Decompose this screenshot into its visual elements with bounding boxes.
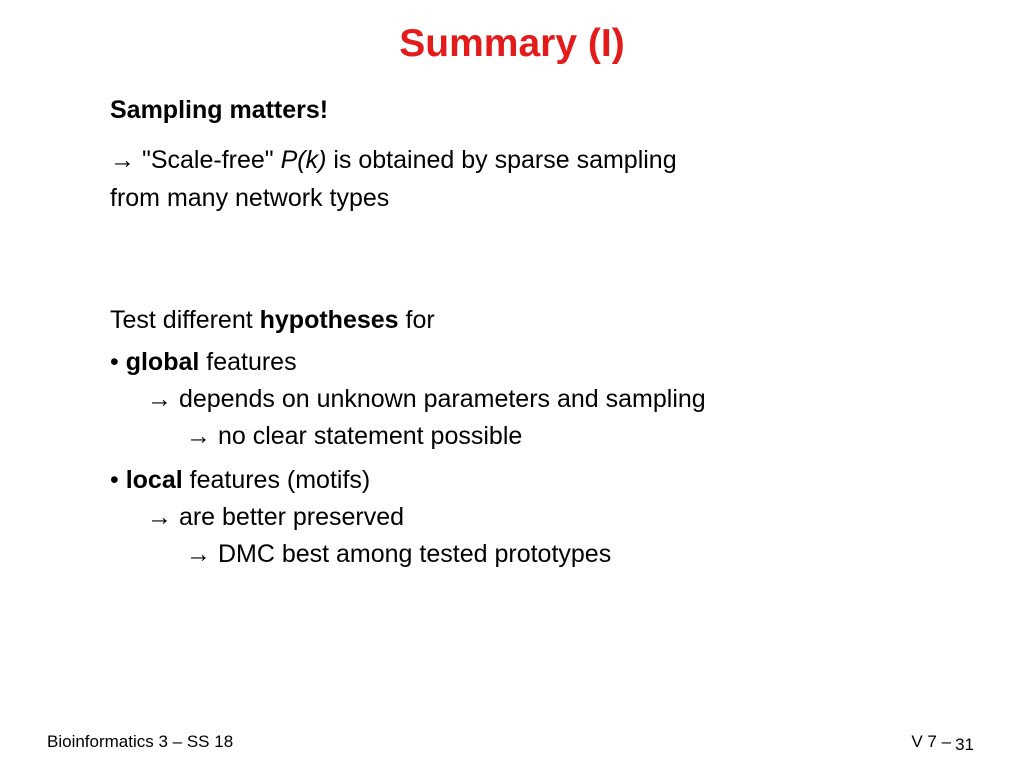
text-part: for [398, 306, 435, 334]
text-part: Test different [110, 306, 260, 334]
text-part: features [199, 348, 297, 376]
global-sub2: → no clear statement possible [186, 422, 523, 450]
pk-italic: P(k) [280, 146, 327, 174]
section1-line1 [110, 145, 677, 175]
global-bullet [110, 347, 297, 377]
lecture-label: V 7 – [911, 732, 952, 751]
footer-course: Bioinformatics 3 – SS 18 [47, 732, 234, 751]
section1-heading: Sampling matters! [110, 96, 329, 124]
text-part: is obtained by sparse sampling [326, 146, 677, 174]
local-bold: local [125, 466, 183, 494]
slide-title: Summary (I) [399, 22, 625, 65]
section1-line2: from many network types [110, 184, 390, 212]
global-sub1: → depends on unknown parameters and sampling [147, 385, 706, 413]
text-part: features (motifs) [182, 466, 371, 494]
local-sub1: → are better preserved [147, 503, 405, 531]
section2-intro [110, 305, 435, 335]
hypotheses-bold: hypotheses [259, 306, 399, 334]
bullet: • [110, 466, 126, 494]
footer-page-info [911, 731, 974, 753]
global-bold: global [125, 348, 200, 376]
arrow: → [110, 146, 142, 174]
bullet: • [110, 348, 126, 376]
page-number: 31 [955, 735, 974, 754]
text-part: "Scale-free" [141, 146, 281, 174]
local-bullet [110, 465, 370, 495]
local-sub2: → DMC best among tested prototypes [186, 540, 612, 568]
